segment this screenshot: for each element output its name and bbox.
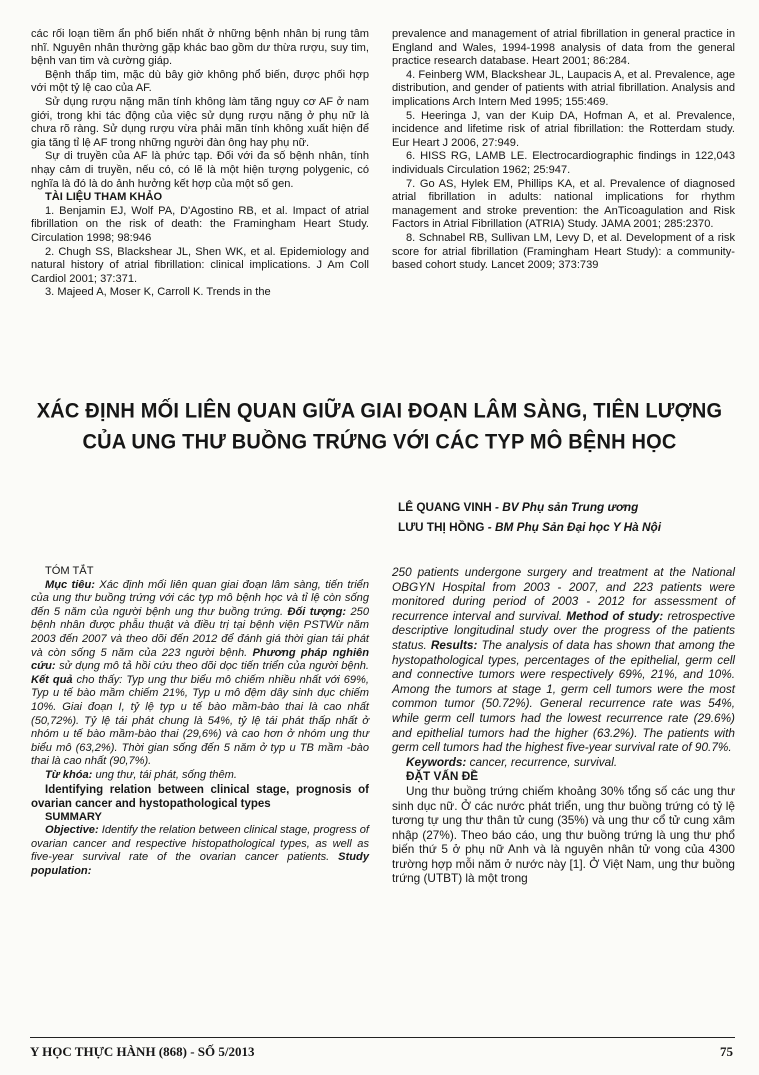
objective-en-label: Objective: bbox=[45, 824, 99, 837]
abstract-column-left bbox=[31, 565, 369, 878]
keywords-text: ung thư, tái phát, sống thêm. bbox=[92, 768, 237, 781]
page-number: 75 bbox=[720, 1044, 733, 1059]
reference-item: 5. Heeringa J, van der Kuip DA, Hofman A, et al. Prevalence, incidence and lifetime risk of atrial fibrillation: the Rotterdam study. Eur Heart J 2006, 27:949. bbox=[392, 109, 735, 149]
method-en-label: Method of study: bbox=[562, 608, 664, 623]
reference-item: 8. Schnabel RB, Sullivan LM, Levy D, et al. Development of a risk score for atrial fibrillation (Framingham Heart Study): a community-based cohort study. Lancet 2009; 373:739 bbox=[392, 231, 735, 272]
reference-item: 7. Go AS, Hylek EM, Phillips KA, et al. Prevalence of diagnosed atrial fibrillation in adults: national implications for rhythm management and stroke prevention: the AnTicoagulation and Risk Factors in Atrial Fibrillation (ATRIA) Study. JAMA 2001; 285:2370. bbox=[392, 177, 735, 231]
method-en-text: retrospective descriptive longitudinal study over the progress of the patients status. bbox=[392, 608, 735, 652]
abstract-en-paragraph bbox=[31, 824, 369, 878]
results-en-label: Results: bbox=[426, 637, 478, 652]
study-label: Study population: bbox=[31, 851, 369, 877]
abstract-vi-paragraph bbox=[31, 579, 369, 769]
body-paragraph: Sự di truyền của AF là phức tạp. Đối với đa số bệnh nhân, tính nhạy cảm di truyền, nếu có, có lẽ là một hiện tượng polygenic, có nghĩa là đó là do ảnh hưởng kết hợp của một số gen. bbox=[31, 150, 369, 190]
subjects-label: Đối tượng: bbox=[283, 605, 347, 618]
objective-label: Mục tiêu: bbox=[45, 578, 95, 591]
keywords-en bbox=[392, 755, 735, 770]
keywords-en-label: Keywords: bbox=[406, 754, 467, 769]
method-text: sử dụng mô tả hồi cứu theo dõi dọc tiến triển của người bệnh. bbox=[55, 660, 369, 673]
results-label: Kết quả bbox=[31, 673, 73, 686]
body-paragraph: Bệnh thấp tim, mặc dù bây giờ không phổ biến, được phối hợp với một tỷ lệ cao của AF. bbox=[31, 68, 369, 95]
study-text: 250 patients undergone surgery and treatment at the National OBGYN Hospital from 2003 - 2007, and 223 patients were monitored during period of 2003 - 2012 for assessment of recurrence interval and survival. bbox=[392, 565, 735, 623]
reference-item: 4. Feinberg WM, Blackshear JL, Laupacis A, et al. Prevalence, age distribution, and gender of patients with atrial fibrillation. Analysis and implications Arch Intern Med 1995; 155:469. bbox=[392, 68, 735, 108]
previous-article-column-right bbox=[392, 28, 735, 273]
reference-item: 3. Majeed A, Moser K, Carroll K. Trends in the bbox=[45, 286, 271, 299]
keywords-en-text: cancer, recurrence, survival. bbox=[466, 754, 618, 769]
author-name: LƯU THỊ HỒNG bbox=[398, 520, 485, 534]
keywords-label: Từ khóa: bbox=[45, 768, 93, 781]
author-line bbox=[398, 517, 738, 537]
english-title: Identifying relation between clinical stage, prognosis of ovarian cancer and hystopathological types bbox=[31, 783, 369, 810]
objective-text: Xác định mối liên quan giai đoạn lâm sàng, tiến triển của ung thư buồng trứng với các typ mô bệnh học và tỉ lệ còn sống đến 5 năm của người bệnh ung thư buồng trứng. bbox=[31, 578, 370, 618]
footer-rule bbox=[30, 1037, 735, 1038]
author-affiliation: - BM Phụ Sản Đại học Y Hà Nội bbox=[484, 520, 662, 534]
body-paragraph: Sử dụng rượu nặng mãn tính không làm tăng nguy cơ AF ở nam giới, trong khi tác động của việc sử dụng rượu nặng ở phụ nữ là chưa rõ ràng. Sử dụng rượu vừa phải mãn tính không xuất hiện để gia tăng tỉ lệ AF trong những người đàn ông hay phụ nữ. bbox=[31, 95, 369, 149]
intro-paragraph: Ung thư buồng trứng chiếm khoảng 30% tổng số các ung thư sinh dục nữ. Ở các nước phát triển, ung thư buồng trứng có tỷ lệ tương tự ung thư thân tử cung (35%) và ung thư cổ tử cung xâm nhập (27%). Theo báo cáo, ung thư buồng trứng là ung thư phổ biến thứ 5 ở phụ nữ Anh và là nguyên nhân tử vong của 4300 trường hợp mỗi năm ở nước này [1]. Ở Việt Nam, ung thư buồng trứng (UTBT) là một trong bbox=[392, 783, 735, 886]
objective-en-text: Identify the relation between clinical stage, progress of ovarian cancer and respective histopathological types, as well as five-year survival rate of the ovarian cancer patients. bbox=[31, 824, 369, 864]
abstract-en-continuation bbox=[392, 565, 735, 755]
author-block bbox=[398, 497, 738, 537]
article-title-line-1: XÁC ĐỊNH MỐI LIÊN QUAN GIỮA GIAI ĐOẠN LÂM SÀNG, TIÊN LƯỢNG bbox=[36, 398, 723, 423]
results-en-text: The analysis of data has shown that among the hystopathological types, percentages of the epithelial, germ cell and connective tumors were respectively 69%, 21%, and 10%. Among the tumors at stage 1, germ cell tumors were the most common tumor (50.72%). General recurrence rate was 54%, while germ cell tumors had the lowest recurrence rate (29.6%) and epithelial tumors had the higher (63.2%). The patients with germ cell tumors had the highest five-year survival rate of 90.7%. bbox=[392, 637, 735, 755]
abstract-heading-vi: TÓM TẮT bbox=[45, 565, 94, 577]
summary-heading: SUMMARY bbox=[45, 810, 102, 823]
method-label: Phương pháp nghiên cứu: bbox=[31, 646, 369, 673]
author-name: LÊ QUANG VINH bbox=[398, 500, 492, 514]
intro-heading: ĐẶT VẤN ĐỀ bbox=[406, 769, 479, 784]
previous-article-column-left bbox=[31, 28, 369, 300]
results-text: cho thấy: Typ ung thư biểu mô chiếm nhiều nhất với 69%, Typ u tế bào mầm chiếm 21%, Typ u mô đệm dây sinh dục chiếm 10%. Giai đoạn I, tỷ lệ typ u tế bào mầm-bào thai là cao nhất (50,72%). Tỷ lệ tái phát chung là 54%, tỷ lệ tái phát thấp nhất ở nhóm u tế bào mầm-bào thai (29,6%) và cao hơn ở nhóm ung thư biểu mô (63,2%). Thời gian sống đến 5 năm ở typ u TB mầm -bào thai là cao nhất (90,7%). bbox=[31, 673, 369, 768]
article-title-line-2: CỦA UNG THƯ BUỒNG TRỨNG VỚI CÁC TYP MÔ BỆNH HỌC bbox=[82, 430, 677, 454]
reference-item: 6. HISS RG, LAMB LE. Electrocardiographic findings in 122,043 individuals Circulation 1962; 25:947. bbox=[392, 150, 735, 176]
references-heading: TÀI LIỆU THAM KHẢO bbox=[45, 191, 163, 204]
reference-item: 2. Chugh SS, Blackshear JL, Shen WK, et al. Epidemiology and natural history of atrial fibrillation: clinical implications. J Am Coll Cardiol 2001; 37:371. bbox=[31, 245, 369, 285]
journal-footer: Y HỌC THỰC HÀNH (868) - SỐ 5/2013 bbox=[30, 1044, 255, 1059]
article-title bbox=[0, 396, 759, 459]
author-line bbox=[398, 497, 738, 517]
author-affiliation: - BV Phụ sản Trung ương bbox=[491, 500, 639, 514]
subjects-text: 250 bệnh nhân được phẫu thuật và điều trị tại bệnh viện PSTWừ năm 2003 đến 2007 và theo dõi đến 2012 để đánh giá thời gian tái phát và còn sống 5 năm của 223 người bệnh. bbox=[31, 605, 369, 659]
reference-item: 1. Benjamin EJ, Wolf PA, D'Agostino RB, et al. Impact of atrial fibrillation on the risk of death: the Framingham Heart Study. Circulation 1998; 98:946 bbox=[31, 204, 369, 244]
reference-continuation: prevalence and management of atrial fibrillation in general practice in England and Wales, 1994-1998 analysis of data from the general practice research database. Heart 2001; 86:284. bbox=[392, 28, 735, 68]
abstract-column-right bbox=[392, 565, 735, 886]
keywords-vi bbox=[31, 769, 369, 783]
body-paragraph: các rối loạn tiềm ẩn phổ biến nhất ở những bệnh nhân bị rung tâm nhĩ. Nguyên nhân thường gặp khác bao gồm dư thừa rượu, suy tim, bệnh van tim và cường giáp. bbox=[31, 28, 369, 68]
